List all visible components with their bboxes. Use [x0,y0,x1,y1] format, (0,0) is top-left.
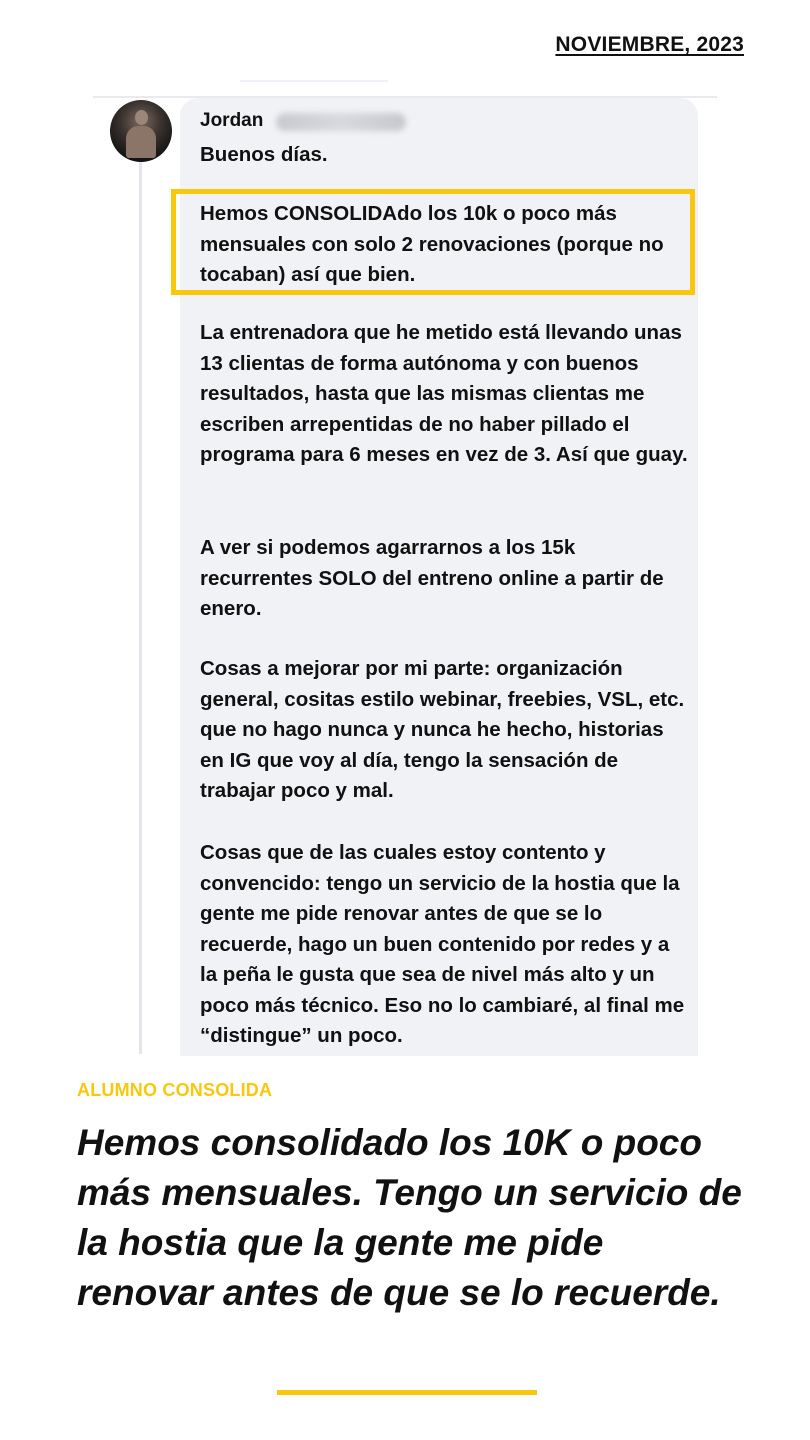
thread-line [139,160,142,1054]
comment-paragraph: A ver si podemos agarrarnos a los 15k recurrentes SOLO del entreno online a partir de enero. [200,536,664,620]
divider [240,80,388,82]
avatar-torso [126,126,156,158]
pull-quote: Hemos consolidado los 10K o poco más mensuales. Tengo un servicio de la hostia que la gente me pide renovar antes de que se lo recuerde. [77,1122,742,1313]
date-label: NOVIEMBRE, 2023 [555,33,744,56]
comment-paragraph: Cosas a mejorar por mi parte: organización general, cositas estilo webinar, freebies, VSL, etc. que no hago nunca y nunca he hecho, historias en IG que voy al día, tengo la sensación de trabajar poco y mal. [200,657,685,802]
avatar[interactable] [110,100,172,162]
student-tag: ALUMNO CONSOLIDA [77,1080,273,1100]
comment-paragraph: Cosas que de las cuales estoy contento y convencido: tengo un servicio de la hostia que la gente me pide renovar antes de que se lo recuerde, hago un buen contenido por redes y a la peña le gusta que sea de nivel más alto y un poco más técnico. Eso no lo cambiaré, al final me “distingue” un poco. [200,841,685,1047]
comment-paragraph: Buenos días. [200,143,328,166]
comment-paragraph: La entrenadora que he metido está llevando unas 13 clientas de forma autónoma y con buenos resultados, hasta que las mismas clientas me escriben arrepentidas de no haber pillado el programa para 6 meses en vez de 3. Así que guay. [200,321,688,466]
comment-author-name[interactable]: Jordan [200,110,264,131]
comment-paragraph-highlighted: Hemos CONSOLIDAdo los 10k o poco más mensuales con solo 2 renovaciones (porque no tocaban) así que bien. [200,202,664,286]
accent-bar [277,1390,537,1395]
avatar-head [135,110,148,125]
blurred-surname [276,113,406,131]
